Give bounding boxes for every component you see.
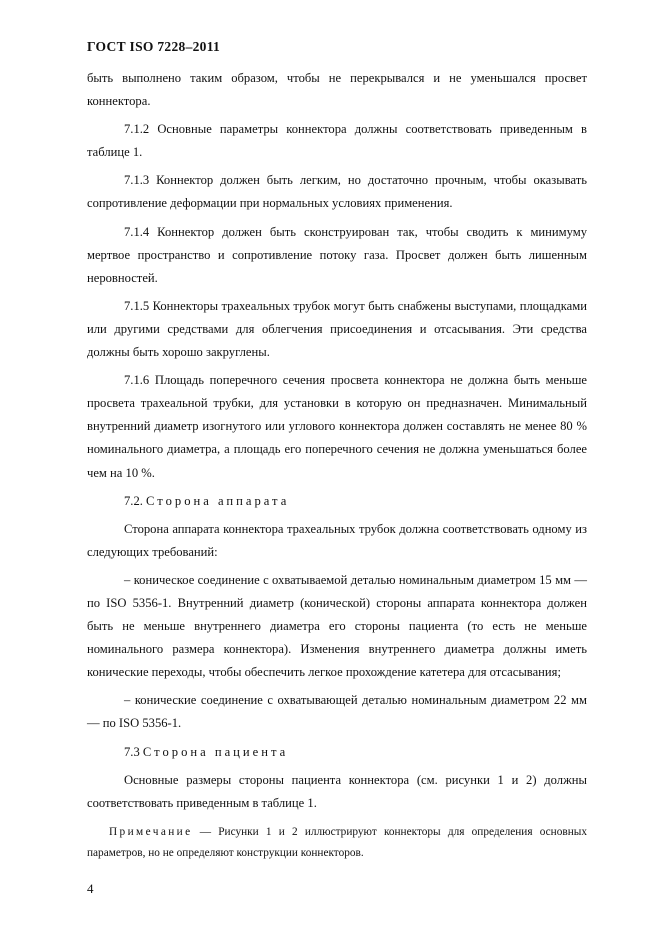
section-heading-7-2 — [87, 490, 587, 513]
section-heading-7-3 — [87, 741, 587, 764]
page-number: 4 — [87, 881, 94, 896]
document-header: ГОСТ ISO 7228–2011 — [87, 39, 221, 54]
paragraph-apparatus-side: Сторона аппарата коннектора трахеальных трубок должна соответствовать одному из следующих требований: — [87, 521, 587, 559]
paragraph-7-1-3: 7.1.3 Коннектор должен быть легким, но достаточно прочным, чтобы оказывать сопротивление деформации при нормальных условиях применения. — [87, 173, 587, 211]
section-title: Сторона пациента — [142, 744, 289, 759]
note — [87, 822, 587, 864]
document-body — [87, 67, 587, 875]
section-number: 7.3 — [124, 744, 140, 759]
paragraph-7-1-2: 7.1.2 Основные параметры коннектора должны соответствовать приведенным в таблице 1. — [87, 122, 587, 160]
list-item-22mm: – конические соединение с охватывающей деталью номинальным диаметром 22 мм — по ISO 5356-1. — [87, 693, 587, 731]
note-text: — Рисунки 1 и 2 иллюстрируют коннекторы для определения основных параметров, но не определяют конструкции коннекторов. — [87, 825, 587, 859]
paragraph-7-1-4: 7.1.4 Коннектор должен быть сконструирован так, чтобы сводить к минимуму мертвое пространство и сопротивление потоку газа. Просвет должен быть лишенным неровностей. — [87, 224, 587, 285]
section-title: Сторона аппарата — [146, 493, 290, 508]
paragraph-7-1-5: 7.1.5 Коннекторы трахеальных трубок могут быть снабжены выступами, площадками или другими средствами для облегчения присоединения и отсасывания. Эти средства должны быть хорошо закруглены. — [87, 298, 587, 360]
paragraph-patient-side: Основные размеры стороны пациента коннектора (см. рисунки 1 и 2) должны соответствовать приведенным в таблице 1. — [87, 772, 587, 810]
paragraph-7-1-6: 7.1.6 Площадь поперечного сечения просвета коннектора не должна быть меньше просвета трахеальной трубки, для установки в которую он предназначен. Минимальный внутренний диаметр изогнутого или углового коннектора должен составлять не менее 80 % номинального диаметра, а площадь его поперечного сечения не должна уменьшаться более чем на 10 %. — [87, 373, 587, 480]
section-number: 7.2. — [124, 493, 143, 508]
paragraph-continuation: быть выполнено таким образом, чтобы не перекрывался и не уменьшался просвет коннектора. — [87, 71, 587, 109]
note-label: Примечание — [109, 825, 193, 838]
list-item-15mm: – коническое соединение с охватываемой деталью номинальным диаметром 15 мм — по ISO 5356-1. Внутренний диаметр (конической) стороны аппарата коннектора должен быть не меньше внутреннего диаметра его стороны пациента (то есть не меньше номинального размера коннектора). Изменения внутреннего диаметра должны иметь конические переходы, чтобы обеспечить легкое прохождение катетера для отсасывания; — [87, 572, 587, 680]
